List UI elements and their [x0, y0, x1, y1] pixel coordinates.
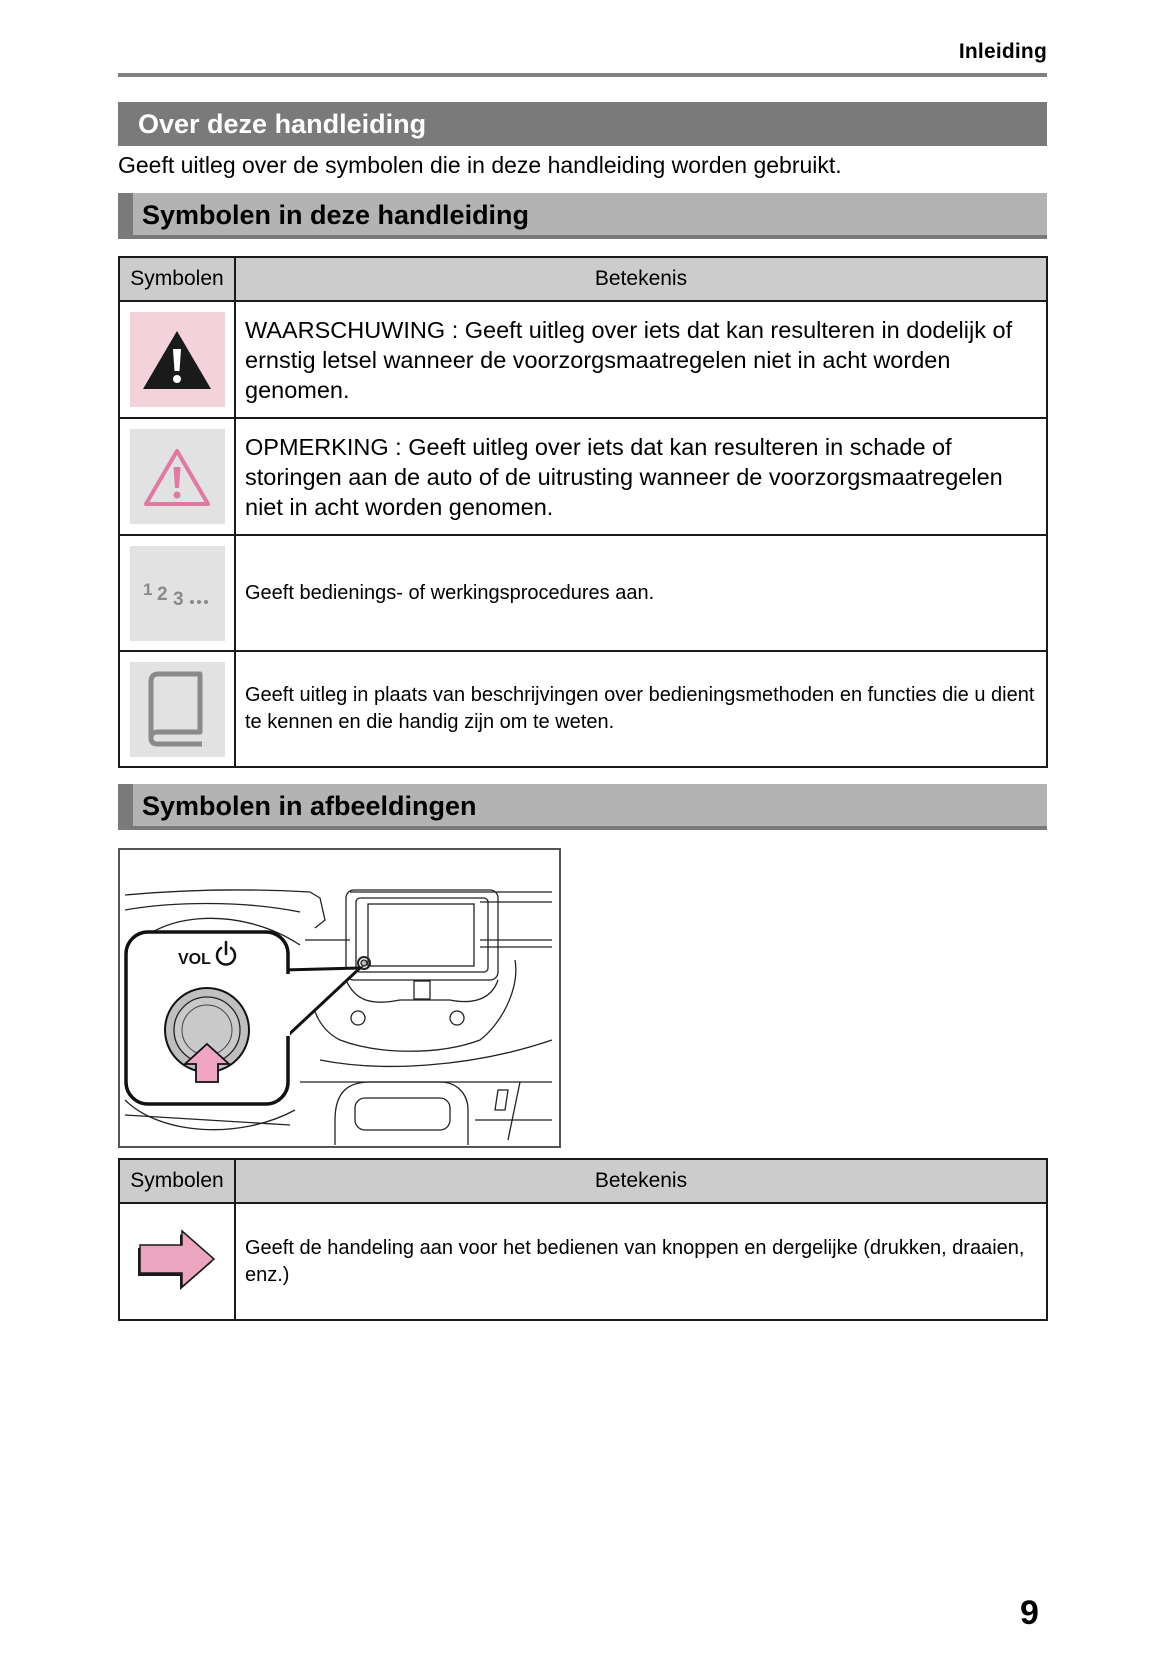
section-title-manual-symbols: [118, 193, 1047, 239]
section-title-text: Symbolen in deze handleiding: [142, 200, 530, 230]
running-header: Inleiding: [958, 40, 1047, 63]
table-row: [119, 418, 1047, 535]
dashboard-illustration: [118, 848, 561, 1148]
table-row: [119, 1203, 1047, 1320]
table-row: [119, 535, 1047, 651]
meaning-cell: Geeft bedienings- of werkingsprocedures aan.: [235, 535, 1047, 651]
pink-arrow-icon: [137, 1227, 217, 1291]
meaning-cell: WAARSCHUWING : Geeft uitleg over iets dat kan resulteren in dodelijk of ernstig letsel wanneer de voorzorgsmaatregelen niet in acht worden genomen.: [235, 301, 1047, 418]
intro-text: Geeft uitleg over de symbolen die in deze handleiding worden gebruikt.: [118, 152, 842, 178]
column-header-symbols: Symbolen: [119, 257, 235, 301]
section-title-illustration-symbols: [118, 784, 1047, 830]
table-row: [119, 651, 1047, 767]
svg-text:3: 3: [173, 589, 184, 610]
notice-triangle-outline-icon: [130, 429, 225, 524]
svg-text:1: 1: [143, 580, 153, 599]
illustration-symbols-table: [118, 1158, 1048, 1321]
section-title-text: Symbolen in afbeeldingen: [142, 791, 477, 821]
page-number: 9: [1020, 1594, 1039, 1632]
symbol-cell: [119, 535, 235, 651]
steps-123-icon: [130, 546, 225, 641]
vol-label: VOL: [178, 951, 211, 968]
book-icon: [130, 662, 225, 757]
column-header-symbols: Symbolen: [119, 1159, 235, 1203]
section-title-about-manual: Over deze handleiding: [118, 102, 1047, 146]
meaning-cell: Geeft de handeling aan voor het bedienen van knoppen en dergelijke (drukken, draaien, enz.): [235, 1203, 1047, 1320]
manual-symbols-table: [118, 256, 1048, 768]
table-row: [119, 301, 1047, 418]
symbol-cell: [119, 651, 235, 767]
table-header-row: [119, 1159, 1047, 1203]
header-rule: [118, 73, 1047, 77]
meaning-cell: OPMERKING : Geeft uitleg over iets dat kan resulteren in schade of storingen aan de auto of de uitrusting wanneer de voorzorgsmaatregelen niet in acht worden genomen.: [235, 418, 1047, 535]
meaning-cell: Geeft uitleg in plaats van beschrijvingen over bedieningsmethoden en functies die u dient te kennen en die handig zijn om te weten.: [235, 651, 1047, 767]
symbol-cell: [119, 301, 235, 418]
warning-triangle-filled-icon: [130, 312, 225, 407]
column-header-meaning: Betekenis: [235, 1159, 1047, 1203]
column-header-meaning: Betekenis: [235, 257, 1047, 301]
svg-text:2: 2: [157, 584, 168, 605]
symbol-cell: [119, 418, 235, 535]
symbol-cell: [119, 1203, 235, 1320]
table-header-row: [119, 257, 1047, 301]
